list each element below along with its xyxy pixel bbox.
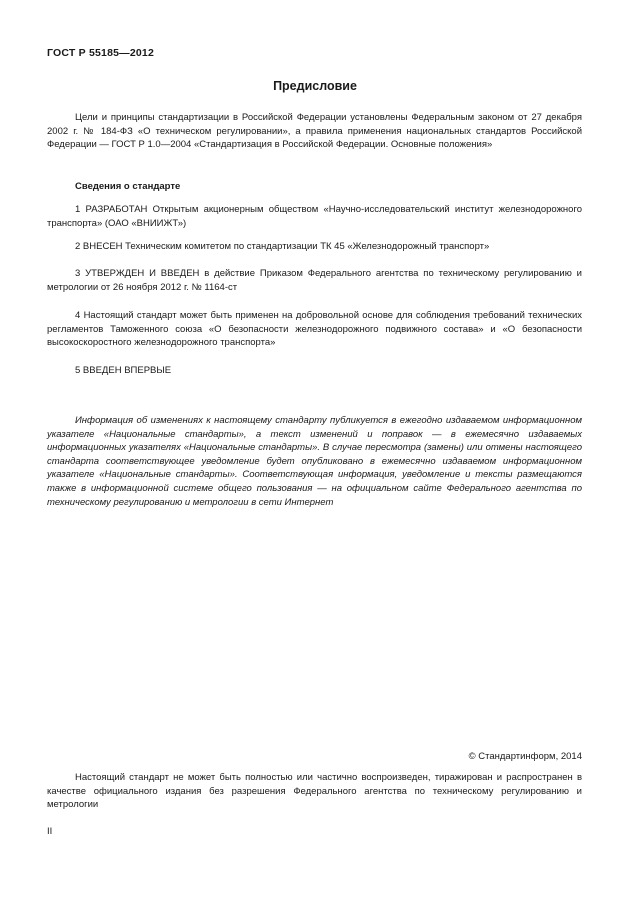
item-5: 5 ВВЕДЕН ВПЕРВЫЕ (75, 365, 172, 376)
copyright: © Стандартинформ, 2014 (468, 751, 582, 762)
document-header: ГОСТ Р 55185—2012 (47, 47, 155, 59)
notice-paragraph: Информация об изменениях к настоящему стандарту публикуется в ежегодно издаваемом информационном указателе «Национальные стандарты», а текст изменений и поправок — в ежемесячно издаваемых информационных указателях «Национальные стандарты». В случае пересмотра (замены) или отмены настоящего стандарта соответствующее уведомление будет опубликовано в ежемесячно издаваемом информационном указателе «Национальные стандарты». Соответствующая информация, уведомление и тексты размещаются также в информационной системе общего пользования — на официальном сайте Федерального агентства по техническому регулированию и метрологии в сети Интернет (47, 415, 582, 508)
info-heading: Сведения о стандарте (75, 181, 181, 192)
page-title: Предисловие (273, 79, 357, 93)
intro-paragraph: Цели и принципы стандартизации в Российской Федерации установлены Федеральным законом от 27 декабря 2002 г. № 184-ФЗ «О техническом регулировании», а правила применения национальных стандартов Российской Федерации — ГОСТ Р 1.0—2004 «Стандартизация в Российской Федерации. Основные положения» (47, 112, 582, 151)
reproduction-notice: Настоящий стандарт не может быть полностью или частично воспроизведен, тиражирован и распространен в качестве официального издания без разрешения Федерального агентства по техническому регулированию и метрологии (47, 772, 582, 811)
item-2: 2 ВНЕСЕН Техническим комитетом по стандартизации ТК 45 «Железнодорожный транспорт» (75, 241, 490, 252)
item-3: 3 УТВЕРЖДЕН И ВВЕДЕН в действие Приказом Федерального агентства по техническому регулированию и метрологии от 26 ноября 2012 г. № 1164-ст (47, 268, 582, 293)
page-number: II (47, 826, 53, 837)
item-4: 4 Настоящий стандарт может быть применен на добровольной основе для соблюдения требований технических регламентов Таможенного союза «О безопасности железнодорожного подвижного состава» и «О безопасности высокоскоростного железнодорожного транспорта» (47, 310, 582, 349)
item-1: 1 РАЗРАБОТАН Открытым акционерным обществом «Научно-исследовательский институт железнодорожного транспорта» (ОАО «ВНИИЖТ») (47, 204, 582, 229)
